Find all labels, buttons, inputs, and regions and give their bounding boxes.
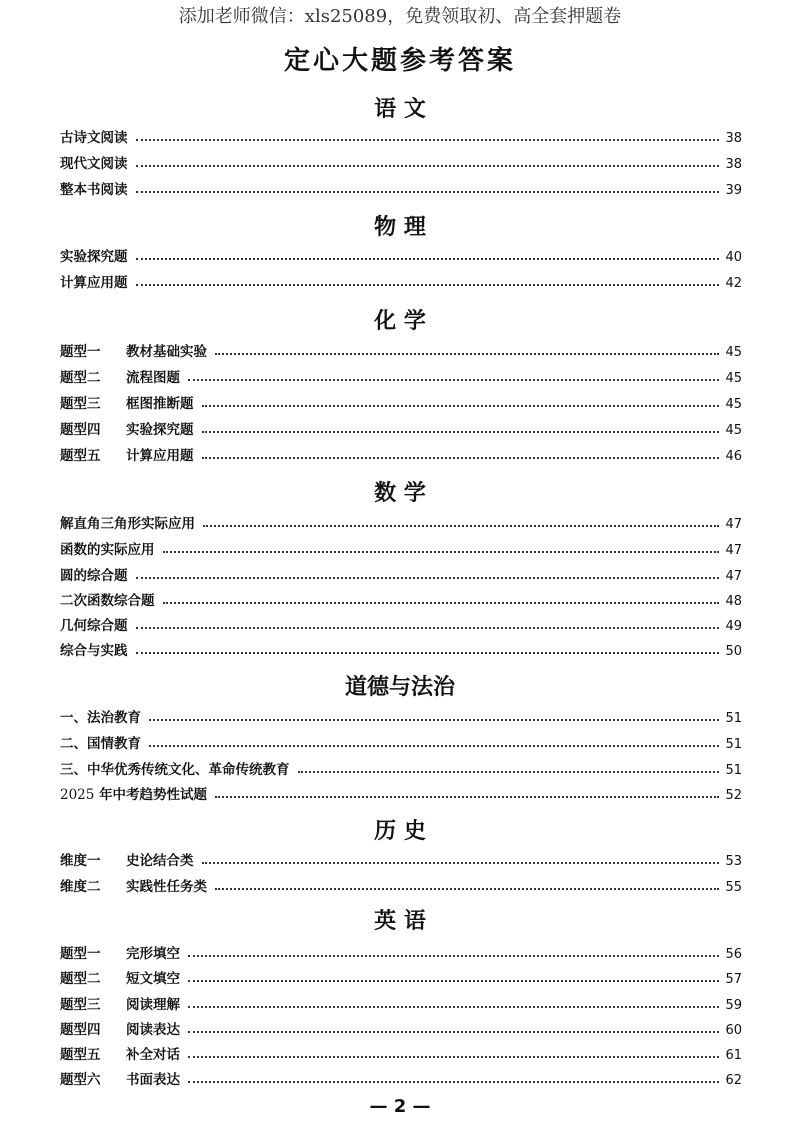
entry-label: 函数的实际应用 <box>60 542 155 558</box>
toc-entry[interactable] <box>60 614 742 634</box>
page-ref: 47 <box>725 517 742 532</box>
dot-leader <box>188 1081 719 1083</box>
entry-label: 阅读理解 <box>126 997 180 1013</box>
toc-entry[interactable] <box>60 732 742 752</box>
page-ref: 51 <box>725 737 742 752</box>
toc-entry[interactable] <box>60 1043 742 1063</box>
section-title-math: 数 学 <box>374 481 426 506</box>
entry-label: 补全对话 <box>126 1047 180 1063</box>
entry-label: 几何综合题 <box>60 618 128 634</box>
toc-entry[interactable] <box>60 875 742 895</box>
page-ref: 38 <box>725 157 742 172</box>
section-title-chinese: 语 文 <box>374 97 426 122</box>
toc-entry[interactable] <box>60 783 742 803</box>
page-ref: 59 <box>725 998 742 1013</box>
entry-label: 书面表达 <box>126 1072 180 1088</box>
dot-leader <box>149 745 719 747</box>
dot-leader <box>202 457 720 459</box>
entry-label: 教材基础实验 <box>126 344 207 360</box>
toc-entry[interactable] <box>60 340 742 360</box>
question-type-label: 题型四 <box>60 422 101 438</box>
page-ref: 45 <box>725 345 742 360</box>
section-title-chemistry: 化 学 <box>374 309 426 334</box>
entry-year: 2025 <box>60 787 95 803</box>
question-type-label: 题型五 <box>60 1047 101 1063</box>
entry-label: 短文填空 <box>126 971 180 987</box>
question-type-label: 题型一 <box>60 946 101 962</box>
page-ref: 51 <box>725 711 742 726</box>
page-ref: 40 <box>725 250 742 265</box>
page-ref: 38 <box>725 131 742 146</box>
page-ref: 50 <box>725 644 742 659</box>
toc-entry[interactable] <box>60 1068 742 1088</box>
dimension-label: 维度二 <box>60 879 101 895</box>
entry-label: 现代文阅读 <box>60 156 128 172</box>
page-ref: 45 <box>725 423 742 438</box>
page-ref: 45 <box>725 371 742 386</box>
page-ref: 57 <box>725 972 742 987</box>
toc-entry[interactable] <box>60 993 742 1013</box>
section-title-physics: 物 理 <box>374 215 426 240</box>
entry-label: 计算应用题 <box>60 275 128 291</box>
dot-leader <box>188 1006 719 1008</box>
toc-entry[interactable] <box>60 392 742 412</box>
dot-leader <box>136 284 720 286</box>
dot-leader <box>298 771 720 773</box>
entry-label: 实验探究题 <box>126 422 194 438</box>
entry-label: 史论结合类 <box>126 853 194 869</box>
entry-label: 实践性任务类 <box>126 879 207 895</box>
entry-label: 解直角三角形实际应用 <box>60 516 195 532</box>
dot-leader <box>215 888 719 890</box>
page-ref: 47 <box>725 569 742 584</box>
entry-label: 完形填空 <box>126 946 180 962</box>
question-type-label: 题型三 <box>60 396 101 412</box>
page-number: — 2 — <box>369 1096 431 1117</box>
entry-label: 框图推断题 <box>126 396 194 412</box>
toc-entry[interactable] <box>60 706 742 726</box>
page-ref: 61 <box>725 1048 742 1063</box>
toc-entry[interactable] <box>60 245 742 265</box>
question-type-label: 题型一 <box>60 344 101 360</box>
page-ref: 42 <box>725 276 742 291</box>
question-type-label: 题型二 <box>60 370 101 386</box>
entry-label: 实验探究题 <box>60 249 128 265</box>
toc-entry[interactable] <box>60 967 742 987</box>
toc-entry[interactable] <box>60 512 742 532</box>
question-type-label: 题型三 <box>60 997 101 1013</box>
dot-leader <box>163 551 720 553</box>
page-ref: 39 <box>725 183 742 198</box>
dot-leader <box>203 525 719 527</box>
entry-label: 流程图题 <box>126 370 180 386</box>
dot-leader <box>215 796 719 798</box>
dot-leader <box>188 1031 719 1033</box>
entry-label: 古诗文阅读 <box>60 130 128 146</box>
section-title-morality-law: 道德与法治 <box>344 675 455 700</box>
page-ref: 53 <box>725 854 742 869</box>
dot-leader <box>188 955 719 957</box>
entry-label: 综合与实践 <box>60 643 128 659</box>
dot-leader <box>202 862 720 864</box>
entry-label: 阅读表达 <box>126 1022 180 1038</box>
toc-entry[interactable] <box>60 758 742 778</box>
dot-leader <box>188 379 719 381</box>
entry-label: 三、中华优秀传统文化、革命传统教育 <box>60 762 290 778</box>
page-ref: 62 <box>725 1073 742 1088</box>
dot-leader <box>136 139 720 141</box>
toc-entry[interactable] <box>60 444 742 464</box>
page-ref: 51 <box>725 763 742 778</box>
entry-label: 二次函数综合题 <box>60 593 155 609</box>
toc-entry[interactable] <box>60 366 742 386</box>
section-title-english: 英 语 <box>374 909 426 934</box>
entry-label: 计算应用题 <box>126 448 194 464</box>
page-ref: 45 <box>725 397 742 412</box>
toc-entry[interactable] <box>60 178 742 198</box>
entry-label: 圆的综合题 <box>60 568 128 584</box>
page-ref: 48 <box>725 594 742 609</box>
watermark-header-text: 添加老师微信：xls25089，免费领取初、高全套押题卷 <box>178 6 622 27</box>
dot-leader <box>136 165 720 167</box>
toc-entry[interactable] <box>60 538 742 558</box>
dot-leader <box>136 627 720 629</box>
toc-entry[interactable] <box>60 418 742 438</box>
question-type-label: 题型二 <box>60 971 101 987</box>
toc-entry[interactable] <box>60 639 742 659</box>
toc-entry[interactable] <box>60 126 742 146</box>
dot-leader <box>202 405 720 407</box>
toc-entry[interactable] <box>60 271 742 291</box>
dot-leader <box>202 431 720 433</box>
entry-label: 年中考趋势性试题 <box>99 787 208 803</box>
page-ref: 52 <box>725 788 742 803</box>
entry-label: 整本书阅读 <box>60 182 128 198</box>
page-title: 定心大题参考答案 <box>283 46 516 76</box>
dot-leader <box>136 652 720 654</box>
entry-label: 二、国情教育 <box>60 736 141 752</box>
entry-label: 一、法治教育 <box>60 710 141 726</box>
dot-leader <box>163 602 720 604</box>
question-type-label: 题型五 <box>60 448 101 464</box>
page-ref: 56 <box>725 947 742 962</box>
toc-entry[interactable] <box>60 1018 742 1038</box>
toc-entry[interactable] <box>60 942 742 962</box>
dot-leader <box>136 258 720 260</box>
dot-leader <box>149 719 719 721</box>
dot-leader <box>215 353 719 355</box>
question-type-label: 题型四 <box>60 1022 101 1038</box>
page-ref: 60 <box>725 1023 742 1038</box>
toc-entry[interactable] <box>60 152 742 172</box>
dot-leader <box>188 1056 719 1058</box>
page-ref: 47 <box>725 543 742 558</box>
toc-entry[interactable] <box>60 849 742 869</box>
dot-leader <box>136 191 720 193</box>
dimension-label: 维度一 <box>60 853 101 869</box>
dot-leader <box>136 577 720 579</box>
question-type-label: 题型六 <box>60 1072 101 1088</box>
dot-leader <box>188 980 719 982</box>
section-title-history: 历 史 <box>374 819 426 844</box>
page-ref: 46 <box>725 449 742 464</box>
toc-entry[interactable] <box>60 589 742 609</box>
toc-entry[interactable] <box>60 564 742 584</box>
page-ref: 55 <box>725 880 742 895</box>
page-ref: 49 <box>725 619 742 634</box>
